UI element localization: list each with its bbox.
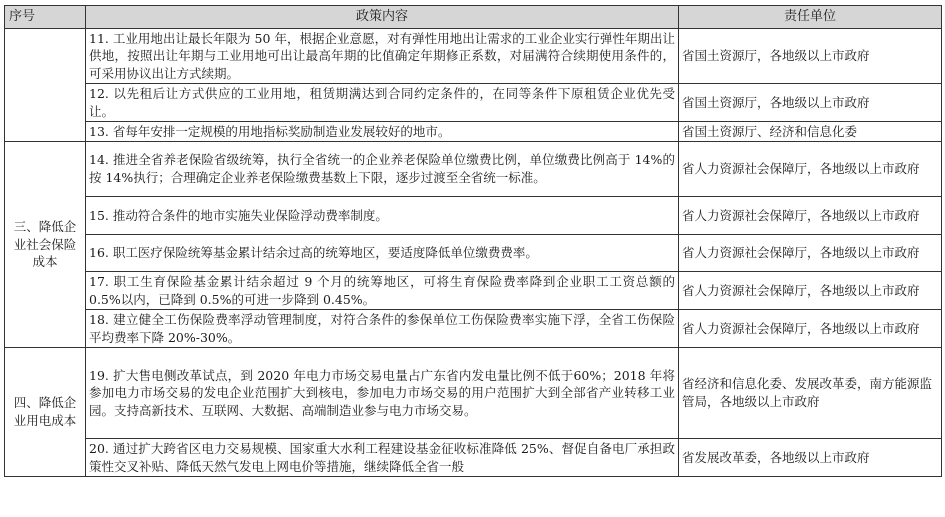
policy-content: 17. 职工生育保险基金累计结余超过 9 个月的统筹地区，可将生育保险费率降到企业职工工资总额的 0.5%以内，已降到 0.5%的可进一步降到 0.45%。 xyxy=(86,272,679,310)
responsible-unit: 省国土资源厅、经济和信息化委 xyxy=(679,122,942,142)
table-row xyxy=(5,348,942,439)
responsible-unit: 省国土资源厅，各地级以上市政府 xyxy=(679,29,942,84)
table-row xyxy=(5,439,942,477)
responsible-unit: 省经济和信息化委、发展改革委，南方能源监管局，各地级以上市政府 xyxy=(679,348,942,439)
responsible-unit: 省人力资源社会保障厅，各地级以上市政府 xyxy=(679,197,942,235)
header-unit: 责任单位 xyxy=(679,6,942,29)
table-row xyxy=(5,272,942,310)
responsible-unit: 省人力资源社会保障厅，各地级以上市政府 xyxy=(679,272,942,310)
policy-content: 12. 以先租后让方式供应的工业用地，租赁期满达到合同约定条件的，在同等条件下原租赁企业优先受让。 xyxy=(86,84,679,122)
table-row xyxy=(5,142,942,197)
policy-content: 11. 工业用地出让最长年限为 50 年，根据企业意愿，对有弹性用地出让需求的工业企业实行弹性年期出让供地，按照出让年期与工业用地可出让最高年期的比值确定年期修正系数，对届满符合续期使用条件的，可采用协议出让方式续期。 xyxy=(86,29,679,84)
category-cell xyxy=(5,29,86,142)
policy-document xyxy=(4,5,941,513)
table-row xyxy=(5,122,942,142)
header-content: 政策内容 xyxy=(86,6,679,29)
responsible-unit: 省人力资源社会保障厅，各地级以上市政府 xyxy=(679,310,942,348)
category-cell: 三、降低企业社会保险成本 xyxy=(5,142,86,348)
responsible-unit: 省发展改革委，各地级以上市政府 xyxy=(679,439,942,477)
table-row xyxy=(5,84,942,122)
responsible-unit: 省国土资源厅，各地级以上市政府 xyxy=(679,84,942,122)
policy-table xyxy=(4,5,942,477)
policy-content: 16. 职工医疗保险统筹基金累计结余过高的统筹地区，要适度降低单位缴费费率。 xyxy=(86,235,679,272)
policy-content: 18. 建立健全工伤保险费率浮动管理制度，对符合条件的参保单位工伤保险费率实施下浮，全省工伤保险平均费率下降 20%-30%。 xyxy=(86,310,679,348)
header-seq: 序号 xyxy=(5,6,86,29)
policy-content: 20. 通过扩大跨省区电力交易规模、国家重大水利工程建设基金征收标准降低 25%、督促自备电厂承担政策性交叉补贴、降低天然气发电上网电价等措施，继续降低全省一般 xyxy=(86,439,679,477)
policy-content: 14. 推进全省养老保险省级统筹，执行全省统一的企业养老保险单位缴费比例，单位缴费比例高于 14%的按 14%执行；合理确定企业养老保险缴费基数上下限，逐步过渡至全省统一标准。 xyxy=(86,142,679,197)
responsible-unit: 省人力资源社会保障厅，各地级以上市政府 xyxy=(679,142,942,197)
table-row xyxy=(5,310,942,348)
table-header-row xyxy=(5,6,942,29)
table-row xyxy=(5,235,942,272)
policy-content: 15. 推动符合条件的地市实施失业保险浮动费率制度。 xyxy=(86,197,679,235)
policy-content: 13. 省每年安排一定规模的用地指标奖励制造业发展较好的地市。 xyxy=(86,122,679,142)
category-cell: 四、降低企业用电成本 xyxy=(5,348,86,477)
policy-content: 19. 扩大售电侧改革试点，到 2020 年电力市场交易电量占广东省内发电量比例不低于60%；2018 年将参加电力市场交易的发电企业范围扩大到核电，参加电力市场交易的用户范围扩大到全部省产业转移工业园。支持高新技术、互联网、大数据、高端制造业参与电力市场交易。 xyxy=(86,348,679,439)
table-row xyxy=(5,197,942,235)
responsible-unit: 省人力资源社会保障厅，各地级以上市政府 xyxy=(679,235,942,272)
table-row xyxy=(5,29,942,84)
